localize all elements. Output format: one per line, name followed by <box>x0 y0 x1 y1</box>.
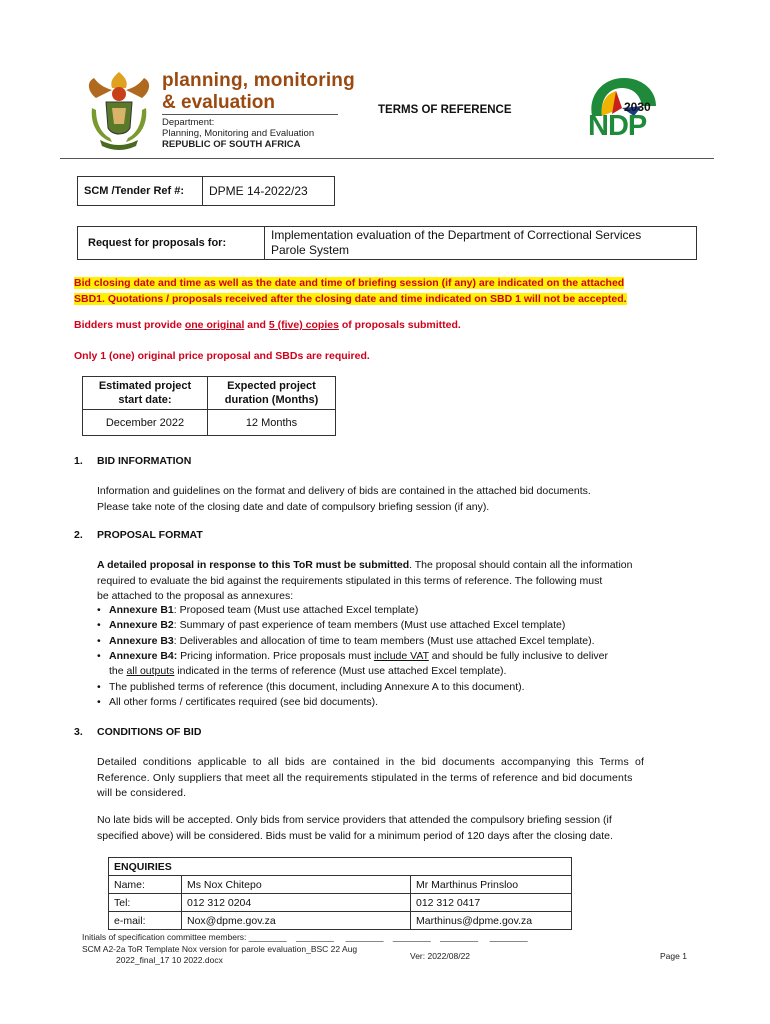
schedule-col1-header-line1: Estimated project <box>98 380 192 392</box>
section-3-para2 <box>97 813 697 844</box>
coat-of-arms-logo <box>82 68 156 152</box>
contact1-tel: 012 312 0204 <box>182 894 411 912</box>
tender-ref-label: SCM /Tender Ref #: <box>78 177 203 206</box>
annex-b1-item <box>97 603 697 619</box>
copies-mid: and <box>244 319 269 331</box>
contact2-tel: 012 312 0417 <box>411 894 572 912</box>
annex-b4-line2 <box>109 664 709 680</box>
section-2-number: 2. <box>74 529 83 541</box>
section-2-line1-rest: . The proposal should contain all the information <box>409 559 633 571</box>
section-1-title: BID INFORMATION <box>97 455 192 467</box>
schedule-col1-header-line2: start date: <box>118 394 172 406</box>
schedule-duration: 12 Months <box>208 410 336 436</box>
bullet-icon: • <box>97 635 101 647</box>
other-forms-text: All other forms / certificates required (see bid documents). <box>109 696 379 708</box>
annex-b4-line2-post: indicated in the terms of reference (Must use attached Excel template). <box>174 665 507 677</box>
annex-b2-label: Annexure B2 <box>109 619 174 631</box>
other-forms-item <box>97 695 697 711</box>
section-1-body <box>97 484 697 515</box>
bullet-icon: • <box>97 650 101 662</box>
annex-b2-item <box>97 618 697 634</box>
tel-label: Tel: <box>109 894 182 912</box>
initials-line: Initials of specification committee members: ________ ________ ________ ________ ________ ________ <box>82 932 528 942</box>
rfp-table <box>77 226 697 260</box>
file-name-line2: 2022_final_17 10 2022.docx <box>116 955 223 965</box>
document-title: TERMS OF REFERENCE <box>378 104 512 116</box>
section-3-p2-line1: No late bids will be accepted. Only bids from service providers that attended the compulsory briefing session (if <box>97 814 612 826</box>
copies-notice <box>74 319 461 331</box>
annex-b1-label: Annexure B1 <box>109 604 174 616</box>
name-label: Name: <box>109 876 182 894</box>
enquiries-title: ENQUIRIES <box>109 858 572 876</box>
section-3-p1-line2: Reference. Only suppliers that meet all the requirements stipulated in the terms of reference and bid documents <box>97 771 633 784</box>
file-name-line1: SCM A2-2a ToR Template Nox version for parole evaluation_BSC 22 Aug <box>82 944 358 954</box>
annex-b4-item <box>97 649 697 665</box>
section-1-number: 1. <box>74 455 83 467</box>
schedule-col2-header <box>208 377 336 410</box>
rfp-value-line2: Parole System <box>271 243 350 257</box>
published-tor-item <box>97 680 697 696</box>
section-3-para1 <box>97 755 697 802</box>
dept-label: Department: <box>162 117 215 128</box>
copies-original: one original <box>184 319 245 331</box>
tender-ref-value: DPME 14-2022/23 <box>203 177 335 206</box>
country-name: REPUBLIC OF SOUTH AFRICA <box>162 139 301 150</box>
section-1-line1: Information and guidelines on the format and delivery of bids are contained in the attached bid documents. <box>97 485 591 497</box>
section-3-p1-line1: Detailed conditions applicable to all bids are contained in the bid documents accompanying this Terms of <box>97 756 645 768</box>
annex-b4-label: Annexure B4: <box>109 650 178 662</box>
rfp-label: Request for proposals for: <box>78 227 265 260</box>
annex-b4-text1: Pricing information. Price proposals must <box>177 650 374 662</box>
org-name-line1: planning, monitoring <box>162 70 355 91</box>
dept-name: Planning, Monitoring and Evaluation <box>162 128 315 139</box>
annex-b3-text: : Deliverables and allocation of time to team members (Must use attached Excel template). <box>173 635 595 647</box>
annex-b3-item <box>97 634 697 650</box>
original-only-notice: Only 1 (one) original price proposal and SBDs are required. <box>74 350 370 362</box>
closing-notice <box>74 275 627 307</box>
logo-divider <box>162 114 338 115</box>
contact1-name: Ms Nox Chitepo <box>182 876 411 894</box>
copies-five: 5 (five) copies <box>268 319 339 331</box>
section-1-line2: Please take note of the closing date and date of compulsory briefing session (if any). <box>97 500 490 513</box>
tender-ref-table <box>77 176 335 206</box>
schedule-table <box>82 376 336 436</box>
schedule-col2-header-line2: duration (Months) <box>224 394 319 406</box>
contact2-name: Mr Marthinus Prinsloo <box>411 876 572 894</box>
ndp-year: 2030 <box>624 100 651 114</box>
bullet-icon: • <box>97 696 101 708</box>
contact1-email: Nox@dpme.gov.za <box>182 912 411 930</box>
schedule-col1-header <box>83 377 208 410</box>
section-2-bold: A detailed proposal in response to this ToR must be submitted <box>97 559 410 571</box>
section-3-p2-line2: specified above) will be considered. Bids must be valid for a minimum period of 120 days after the closing date. <box>97 829 613 842</box>
annex-b4-vat: include VAT <box>373 650 429 662</box>
annex-b2-text: : Summary of past experience of team members (Must use attached Excel template) <box>173 619 566 631</box>
department-block <box>162 117 314 150</box>
org-name-line2: & evaluation <box>162 92 275 113</box>
annex-b4-all-outputs: all outputs <box>126 665 175 677</box>
rfp-value-line1: Implementation evaluation of the Department of Correctional Services <box>271 228 642 242</box>
file-name <box>82 944 357 966</box>
section-3-title: CONDITIONS OF BID <box>97 726 202 738</box>
rfp-value <box>265 227 697 260</box>
closing-notice-line2: SBD1. Quotations / proposals received after the closing date and time indicated on SBD 1 will not be accepted. <box>74 293 627 305</box>
annex-b1-text: : Proposed team (Must use attached Excel template) <box>173 604 419 616</box>
section-2-line2: required to evaluate the bid against the requirements stipulated in this terms of reference. The following must <box>97 574 603 587</box>
section-3-p1-line3: will be considered. <box>97 787 187 799</box>
annex-b4-text2: and should be fully inclusive to deliver <box>428 650 608 662</box>
header-rule <box>60 158 714 159</box>
annex-b3-label: Annexure B3 <box>109 635 174 647</box>
copies-pre: Bidders must provide <box>74 319 185 331</box>
page-number: Page 1 <box>660 951 687 961</box>
annex-b4-line2-pre: the <box>109 665 127 677</box>
section-2-intro <box>97 558 697 605</box>
schedule-col2-header-line1: Expected project <box>227 380 316 392</box>
enquiries-table <box>108 857 572 930</box>
section-3-number: 3. <box>74 726 83 738</box>
version-label: Ver: 2022/08/22 <box>410 951 471 961</box>
bullet-icon: • <box>97 604 101 616</box>
contact2-email: Marthinus@dpme.gov.za <box>411 912 572 930</box>
copies-post: of proposals submitted. <box>338 319 461 331</box>
ndp-wordmark: NDP <box>588 110 647 142</box>
closing-notice-line1: Bid closing date and time as well as the date and time of briefing session (if any) are indicated on the attached <box>74 277 625 289</box>
section-2-line3: be attached to the proposal as annexures: <box>97 590 294 602</box>
bullet-icon: • <box>97 681 101 693</box>
published-tor-text: The published terms of reference (this document, including Annexure A to this document). <box>109 681 525 693</box>
email-label: e-mail: <box>109 912 182 930</box>
bullet-icon: • <box>97 619 101 631</box>
section-2-title: PROPOSAL FORMAT <box>97 529 203 541</box>
schedule-start: December 2022 <box>83 410 208 436</box>
